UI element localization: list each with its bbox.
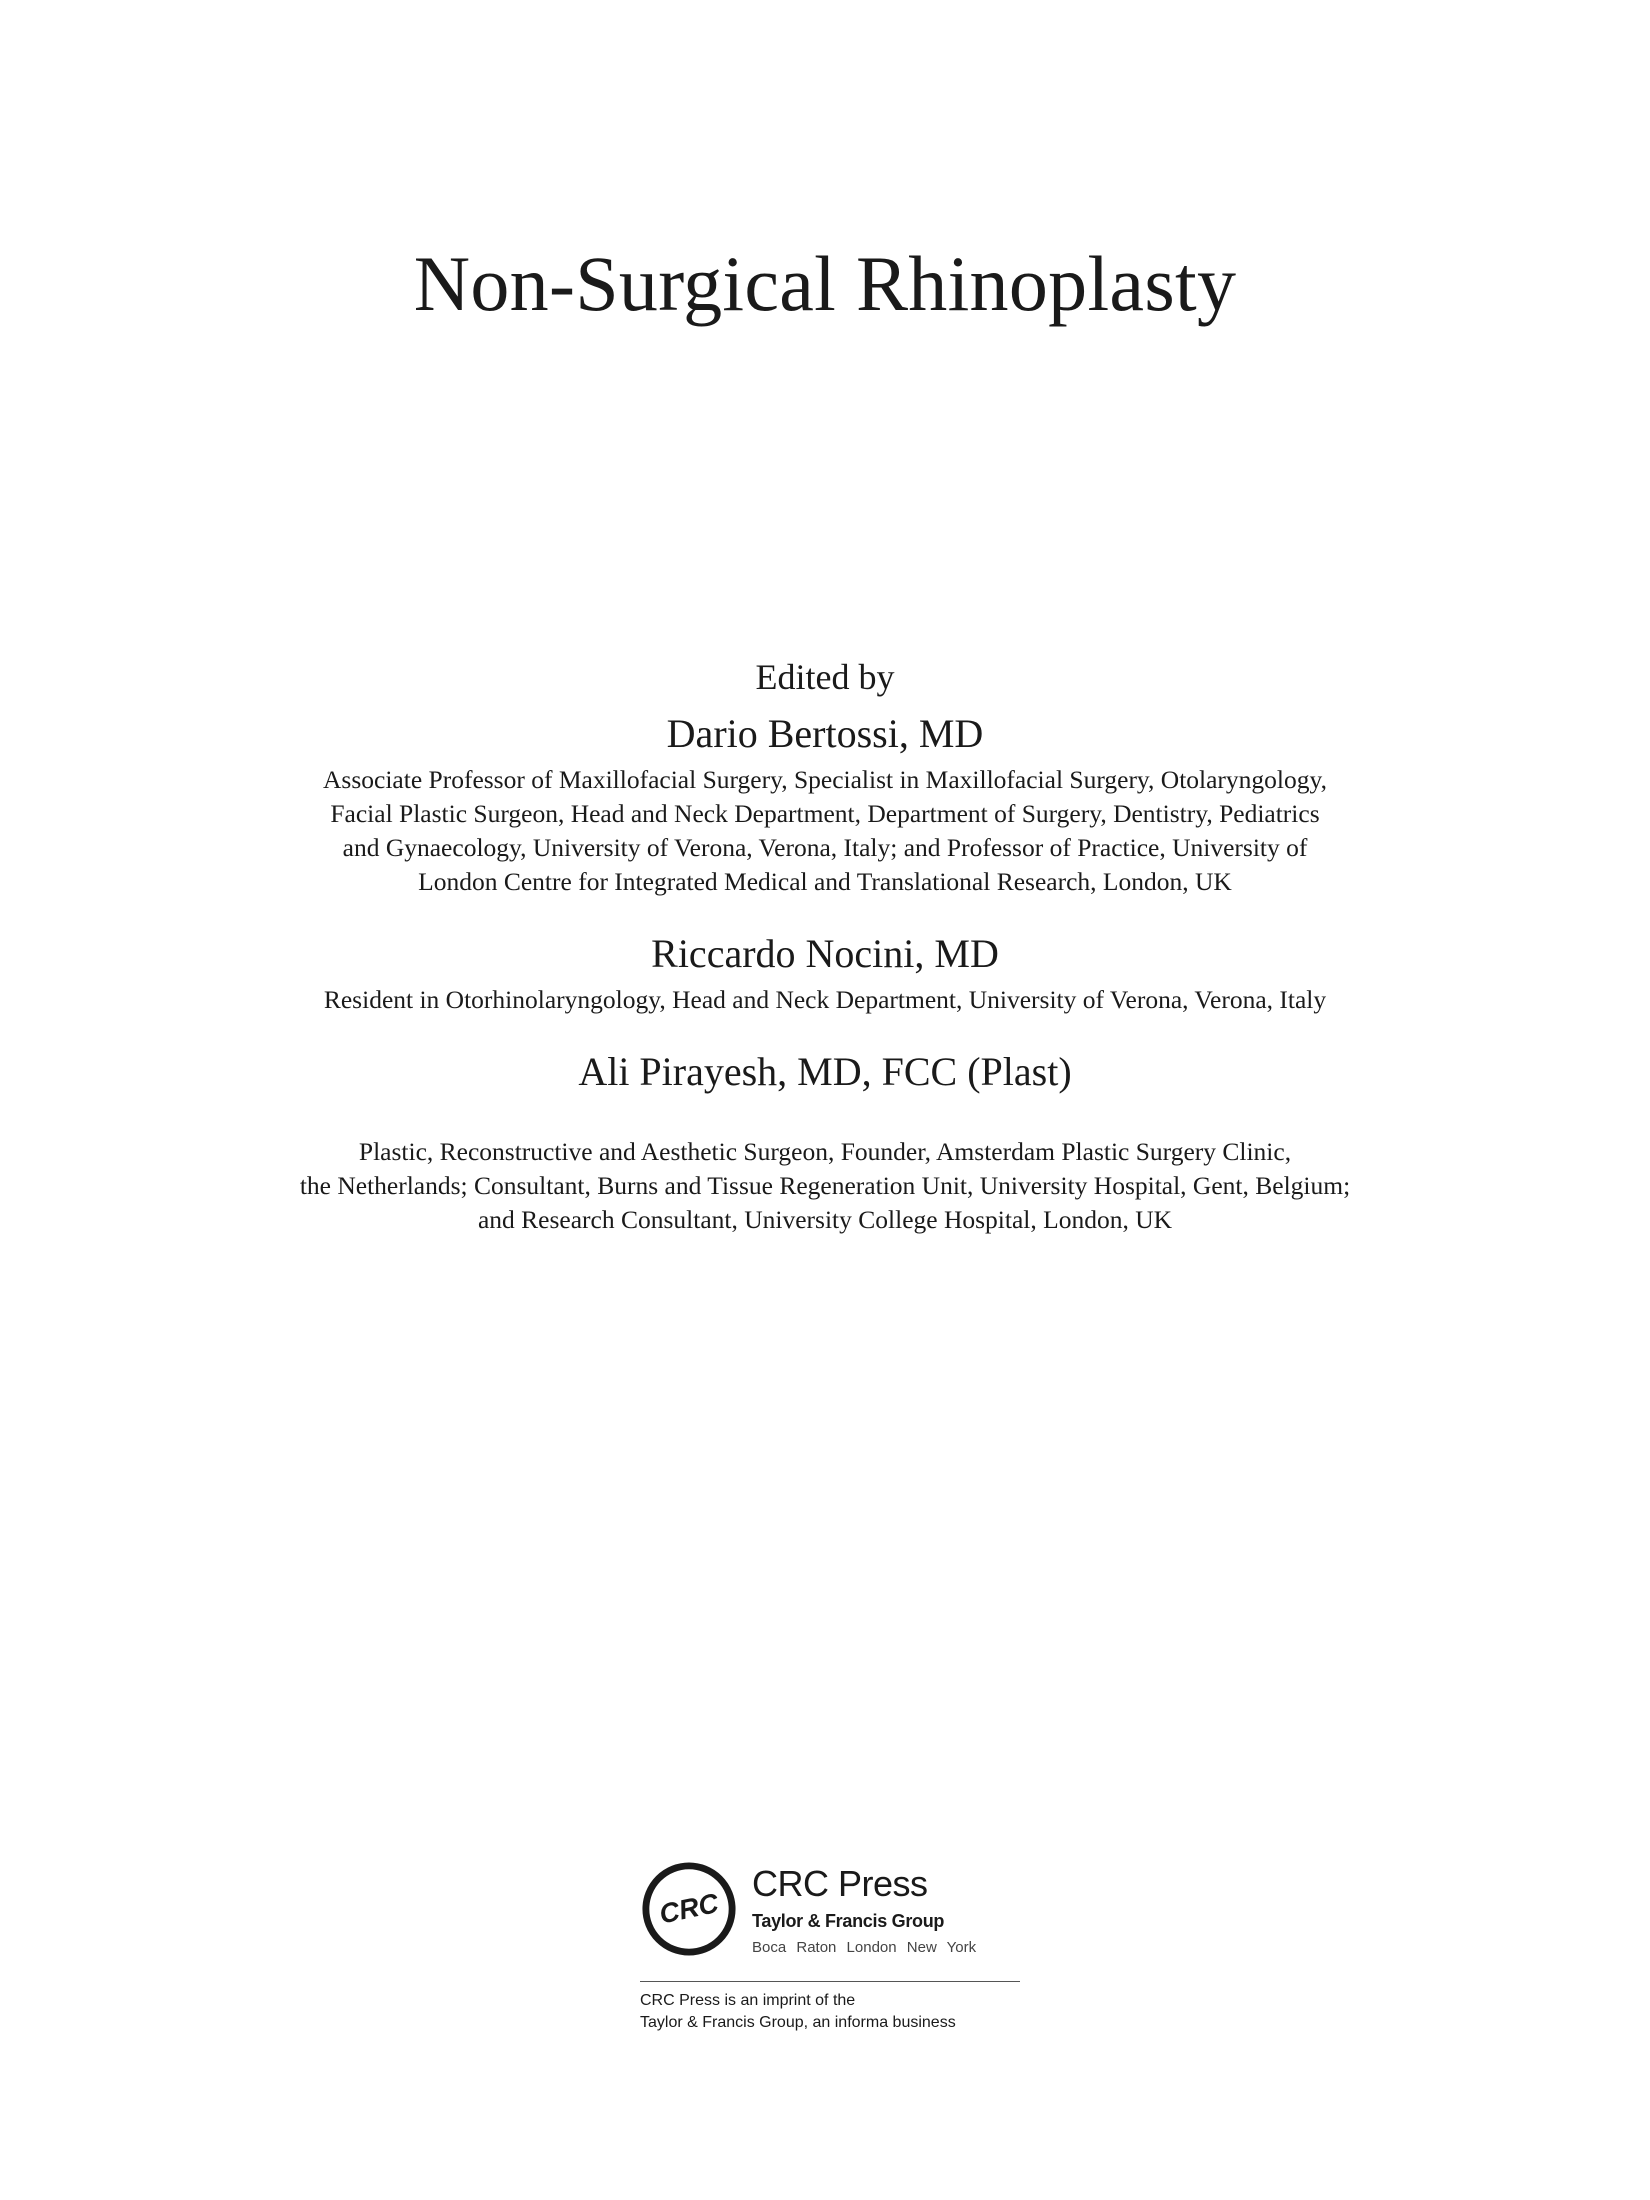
editor-affiliation bbox=[0, 1135, 1650, 1237]
publisher-cities: Boca Raton London New York bbox=[752, 1939, 977, 1956]
affiliation-line: Plastic, Reconstructive and Aesthetic Surgeon, Founder, Amsterdam Plastic Surgery Clinic, bbox=[358, 1137, 1292, 1166]
editor-block-pirayesh bbox=[0, 1047, 1650, 1237]
editor-block-nocini bbox=[0, 929, 1650, 1017]
editors-section bbox=[0, 655, 1650, 1267]
crc-press-logo-icon bbox=[640, 1860, 738, 1958]
affiliation-line: Associate Professor of Maxillofacial Surgery, Specialist in Maxillofacial Surgery, Otolaryngology, bbox=[323, 765, 1327, 794]
edited-by-label: Edited by bbox=[755, 657, 895, 697]
publisher-group: Taylor & Francis Group bbox=[752, 1911, 945, 1931]
crc-logo-text: CRC bbox=[656, 1886, 722, 1930]
publisher-divider bbox=[640, 1981, 1020, 1982]
editor-affiliation bbox=[0, 763, 1650, 899]
imprint-line: CRC Press is an imprint of the bbox=[640, 1992, 856, 2009]
affiliation-line: London Centre for Integrated Medical and Translational Research, London, UK bbox=[418, 867, 1232, 896]
editor-name: Ali Pirayesh, MD, FCC (Plast) bbox=[578, 1049, 1072, 1094]
publisher-header bbox=[640, 1855, 1020, 1973]
editor-name: Dario Bertossi, MD bbox=[666, 711, 984, 756]
publisher-name: CRC Press bbox=[752, 1863, 928, 1904]
affiliation-line: Facial Plastic Surgeon, Head and Neck Department, Department of Surgery, Dentistry, Pediatrics bbox=[330, 799, 1320, 828]
affiliation-line: and Gynaecology, University of Verona, Verona, Italy; and Professor of Practice, University of bbox=[342, 833, 1308, 862]
editor-block-bertossi bbox=[0, 709, 1650, 899]
imprint-line: Taylor & Francis Group, an informa business bbox=[640, 2014, 956, 2031]
affiliation-line: and Research Consultant, University College Hospital, London, UK bbox=[477, 1205, 1173, 1234]
editor-name: Riccardo Nocini, MD bbox=[651, 931, 999, 976]
editor-affiliation bbox=[0, 983, 1650, 1017]
publisher-block bbox=[640, 1855, 1020, 2034]
publisher-imprint bbox=[640, 1990, 1020, 2034]
affiliation-line: the Netherlands; Consultant, Burns and Tissue Regeneration Unit, University Hospital, Gent, Belgium; bbox=[299, 1171, 1351, 1200]
book-title: Non-Surgical Rhinoplasty bbox=[413, 240, 1237, 327]
affiliation-line: Resident in Otorhinolaryngology, Head and Neck Department, University of Verona, Verona, Italy bbox=[323, 985, 1327, 1014]
